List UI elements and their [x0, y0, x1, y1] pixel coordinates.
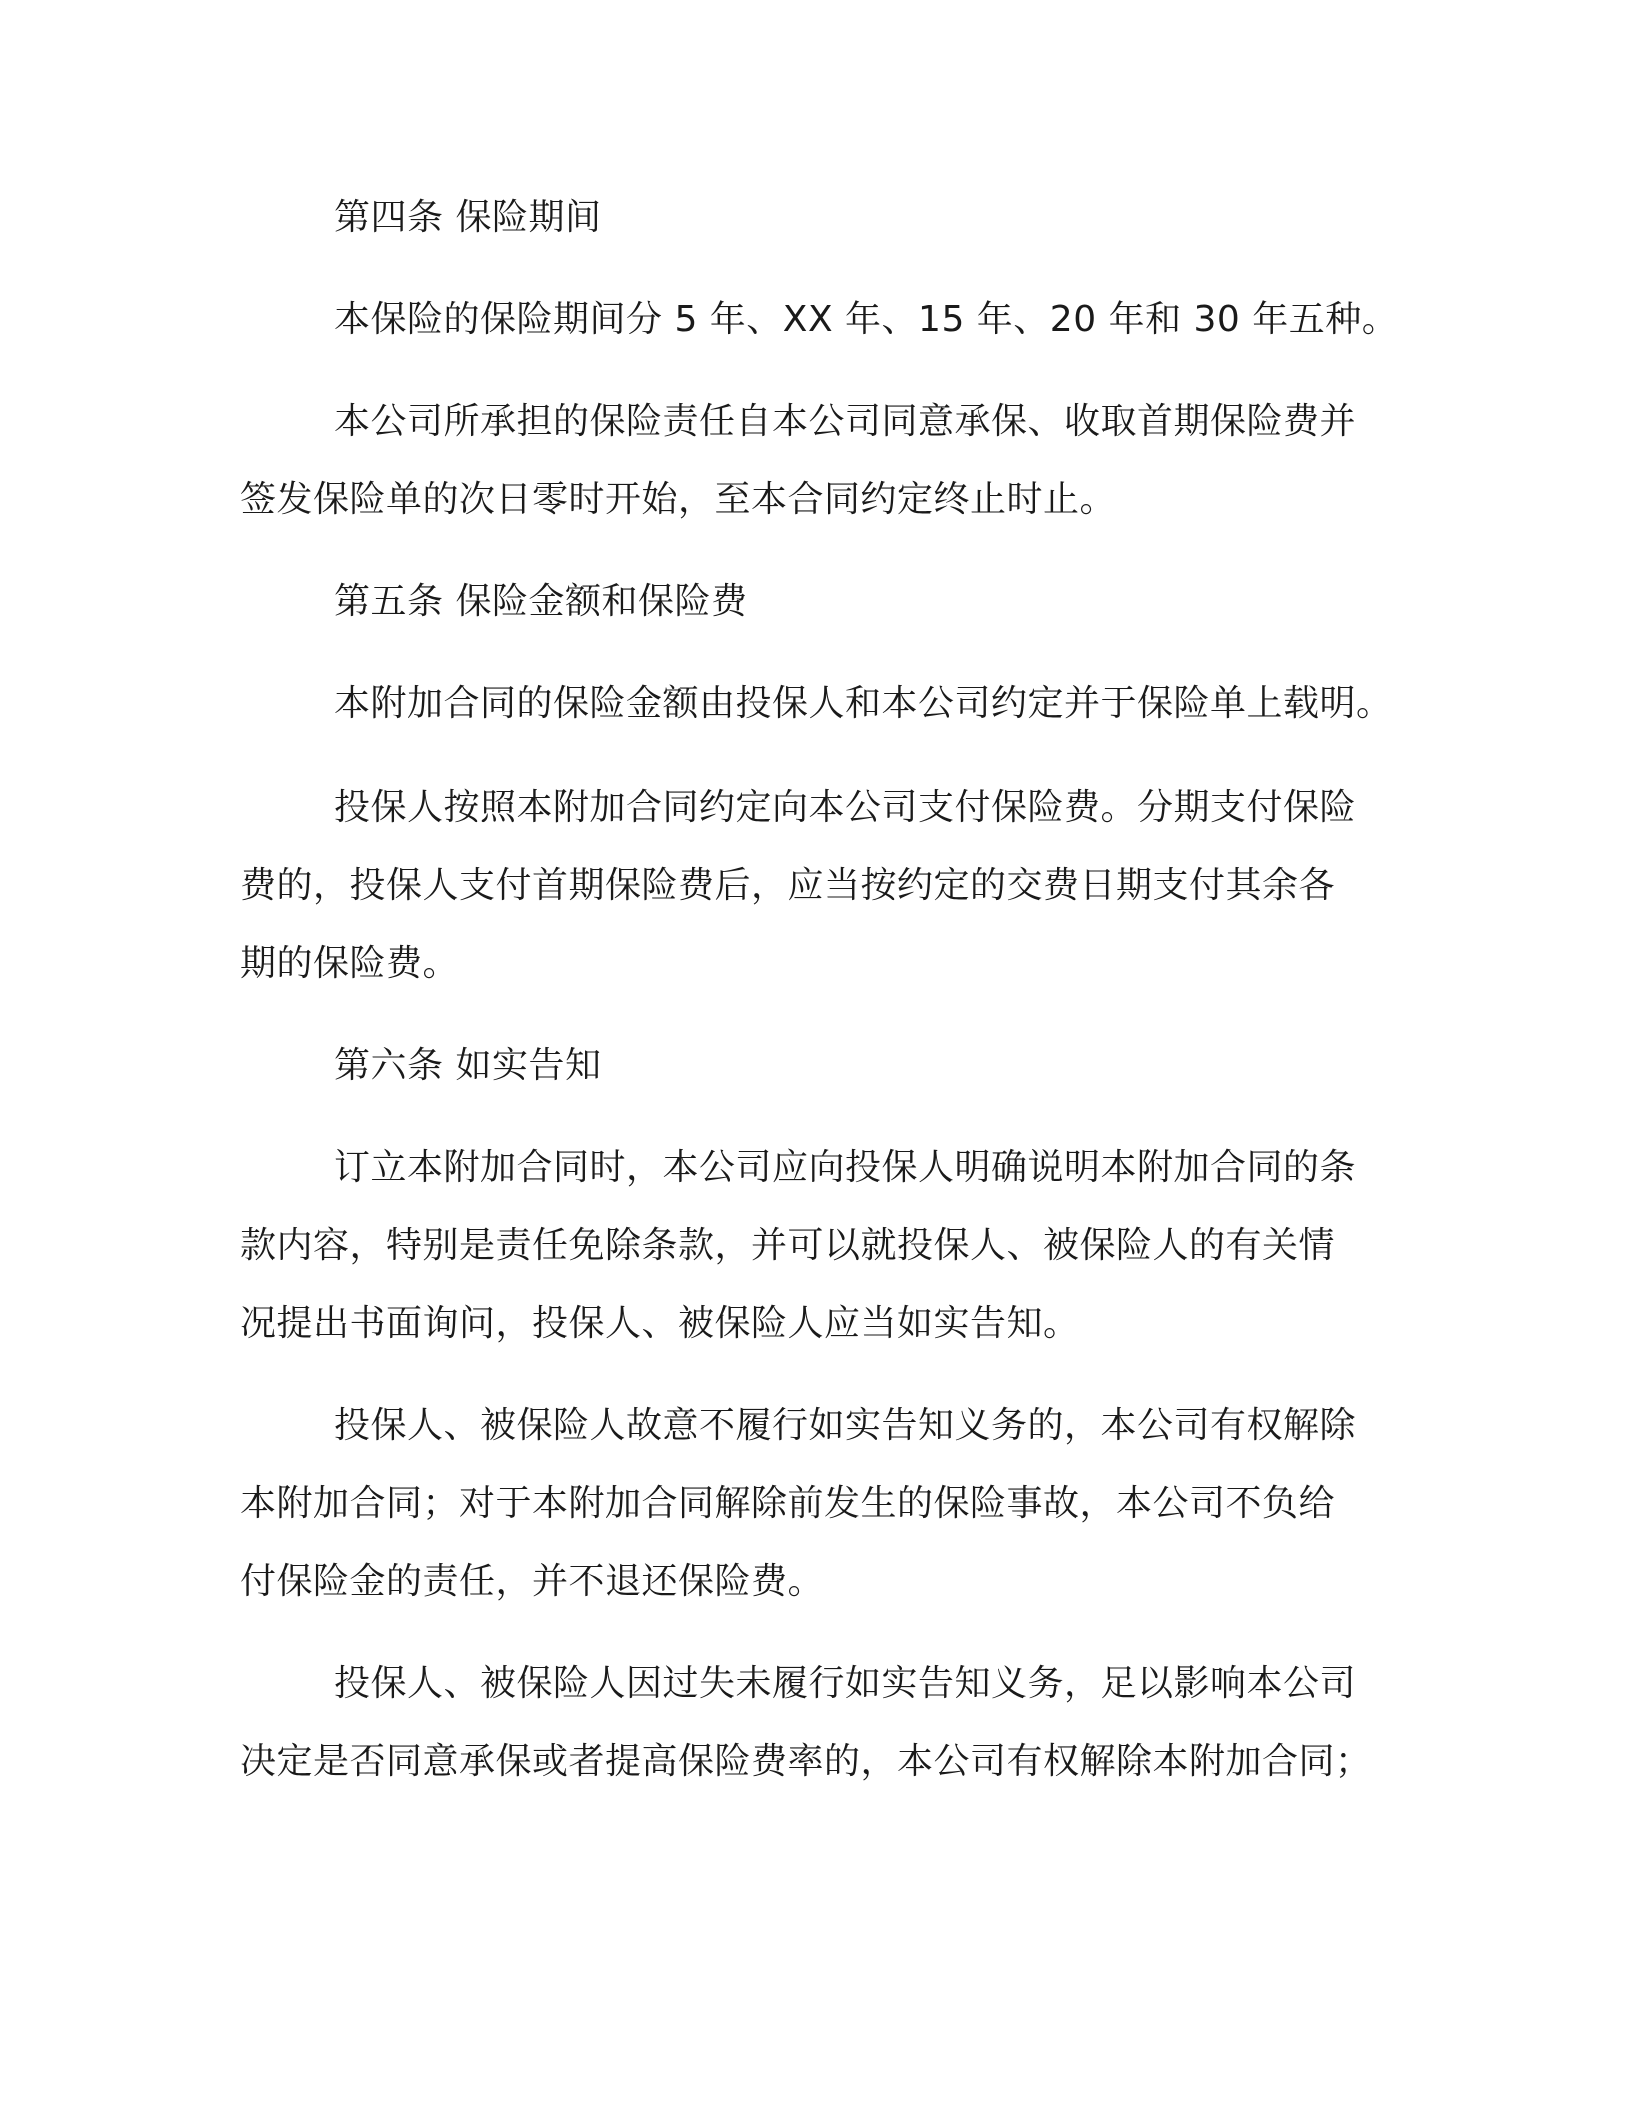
paragraph-line: 本附加合同；对于本附加合同解除前发生的保险事故，本公司不负给 — [240, 1483, 1336, 1524]
paragraph-line: 款内容，特别是责任免除条款，并可以就投保人、被保险人的有关情 — [240, 1225, 1336, 1266]
paragraph-line: 订立本附加合同时，本公司应向投保人明确说明本附加合同的条 — [334, 1147, 1357, 1188]
paragraph-line: 况提出书面询问，投保人、被保险人应当如实告知。 — [240, 1303, 1080, 1344]
paragraph-line: 本附加合同的保险金额由投保人和本公司约定并于保险单上载明。 — [334, 683, 1393, 724]
paragraph-line: 签发保险单的次日零时开始，至本合同约定终止时止。 — [240, 479, 1117, 520]
paragraph-line: 投保人、被保险人故意不履行如实告知义务的，本公司有权解除 — [334, 1405, 1357, 1446]
paragraph-line: 本公司所承担的保险责任自本公司同意承保、收取首期保险费并 — [334, 401, 1357, 442]
article-5-heading: 第五条 保险金额和保险费 — [334, 581, 748, 622]
paragraph-line: 期的保险费。 — [240, 943, 460, 984]
article-6-heading: 第六条 如实告知 — [334, 1045, 602, 1086]
paragraph-line: 投保人按照本附加合同约定向本公司支付保险费。分期支付保险 — [334, 787, 1357, 828]
paragraph-line: 决定是否同意承保或者提高保险费率的，本公司有权解除本附加合同； — [240, 1741, 1372, 1782]
paragraph-line: 本保险的保险期间分 5 年、XX 年、15 年、20 年和 30 年五种。 — [334, 299, 1399, 340]
paragraph-line: 付保险金的责任，并不退还保险费。 — [240, 1561, 825, 1602]
paragraph-line: 投保人、被保险人因过失未履行如实告知义务，足以影响本公司 — [334, 1663, 1357, 1704]
article-4-heading: 第四条 保险期间 — [334, 197, 602, 238]
paragraph-line: 费的，投保人支付首期保险费后，应当按约定的交费日期支付其余各 — [240, 865, 1336, 906]
